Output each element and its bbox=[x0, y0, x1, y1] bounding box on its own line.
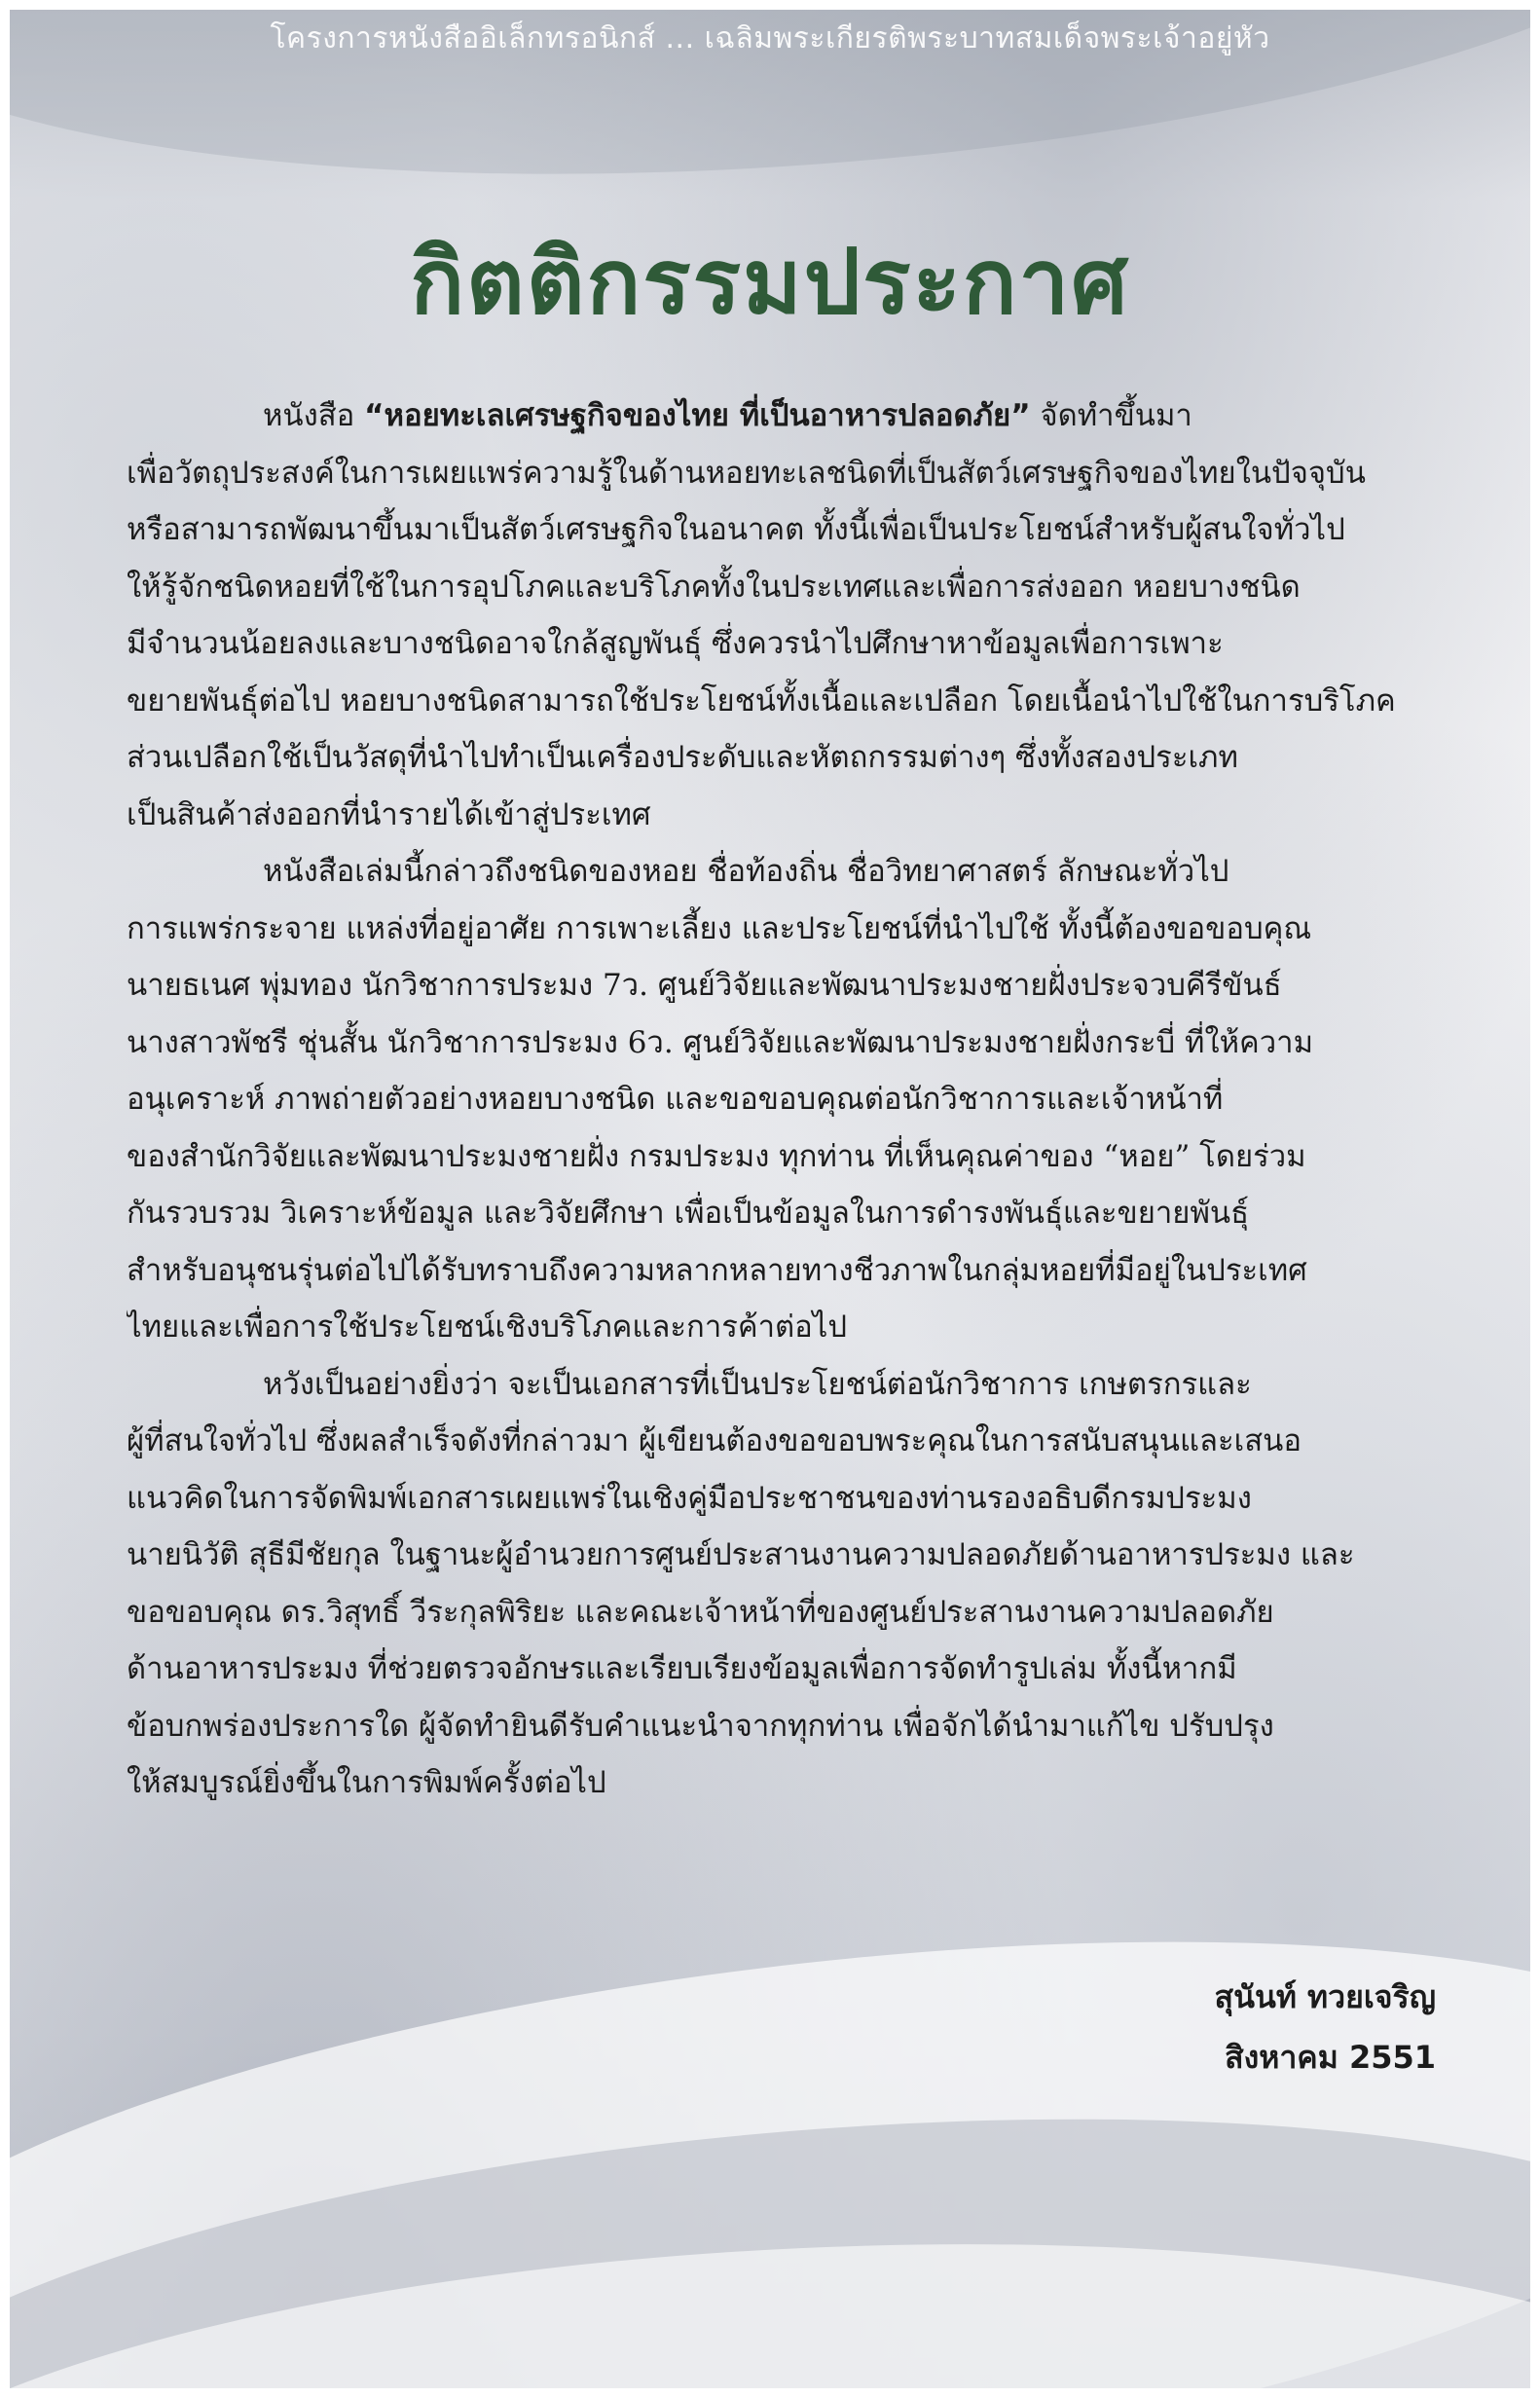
paragraph-line: ให้สมบูรณ์ยิ่งขึ้นในการพิมพ์ครั้งต่อไป bbox=[127, 1765, 606, 1800]
paragraph-line: หรือสามารถพัฒนาขึ้นมาเป็นสัตว์เศรษฐกิจในอนาคต ทั้งนี้เพื่อเป็นประโยชน์สำหรับผู้สนใจทั่วไป bbox=[127, 512, 1345, 547]
paragraph-line: สำหรับอนุชนรุ่นต่อไปได้รับทราบถึงความหลากหลายทางชีวภาพในกลุ่มหอยที่มีอยู่ในประเทศ bbox=[127, 1252, 1307, 1288]
paragraph-line: เป็นสินค้าส่งออกที่นำรายได้เข้าสู่ประเทศ bbox=[127, 796, 651, 832]
lead-word: หนังสือ bbox=[263, 398, 355, 433]
paragraph-line bbox=[127, 387, 1436, 445]
paragraph-line: ให้รู้จักชนิดหอยที่ใช้ในการอุปโภคและบริโภคทั้งในประเทศและเพื่อการส่งออก หอยบางชนิด bbox=[127, 569, 1301, 605]
lead-rest: จัดทำขึ้นมา bbox=[1040, 398, 1192, 433]
paragraph-line: แนวคิดในการจัดพิมพ์เอกสารเผยแพร่ในเชิงคู่มือประชาชนของท่านรองอธิบดีกรมประมง bbox=[127, 1480, 1252, 1516]
signature-date: สิงหาคม 2551 bbox=[1225, 2039, 1436, 2076]
paragraph-line: นายธเนศ พุ่มทอง นักวิชาการประมง 7ว. ศูนย์วิจัยและพัฒนาประมงชายฝั่งประจวบคีรีขันธ์ bbox=[127, 968, 1282, 1003]
paragraph-2 bbox=[127, 843, 1436, 1356]
page-title: กิตติกรรมประกาศ bbox=[410, 230, 1130, 334]
paragraph-line: หวังเป็นอย่างยิ่งว่า จะเป็นเอกสารที่เป็นประโยชน์ต่อนักวิชาการ เกษตรกรและ bbox=[263, 1366, 1252, 1402]
paragraph-line: การแพร่กระจาย แหล่งที่อยู่อาศัย การเพาะเลี้ยง และประโยชน์ที่นำไปใช้ ทั้งนี้ต้องขอขอบคุณ bbox=[127, 910, 1312, 946]
paragraph-line: ของสำนักวิจัยและพัฒนาประมงชายฝั่ง กรมประมง ทุกท่าน ที่เห็นคุณค่าของ “หอย” โดยร่วม bbox=[127, 1138, 1306, 1174]
paragraph-line: อนุเคราะห์ ภาพถ่ายตัวอย่างหอยบางชนิด และขอขอบคุณต่อนักวิชาการและเจ้าหน้าที่ bbox=[127, 1082, 1224, 1117]
paragraph-line: นายนิวัติ สุธีมีชัยกุล ในฐานะผู้อำนวยการศูนย์ประสานงานความปลอดภัยด้านอาหารประมง และ bbox=[127, 1537, 1355, 1572]
paragraph-line: กันรวบรวม วิเคราะห์ข้อมูล และวิจัยศึกษา เพื่อเป็นข้อมูลในการดำรงพันธุ์และขยายพันธุ์ bbox=[127, 1196, 1250, 1231]
paragraph-line: ผู้ที่สนใจทั่วไป ซึ่งผลสำเร็จดังที่กล่าวมา ผู้เขียนต้องขอขอบพระคุณในการสนับสนุนและเสนอ bbox=[127, 1423, 1302, 1458]
signature-name: สุนันท์ ทวยเจริญ bbox=[1214, 1978, 1436, 2015]
paragraph-line: ส่วนเปลือกใช้เป็นวัสดุที่นำไปทำเป็นเครื่องประดับและหัตถกรรมต่างๆ ซึ่งทั้งสองประเภท bbox=[127, 740, 1238, 775]
paragraph-line: ข้อบกพร่องประการใด ผู้จัดทำยินดีรับคำแนะนำจากทุกท่าน เพื่อจักได้นำมาแก้ไข ปรับปรุง bbox=[127, 1708, 1274, 1744]
book-title: “หอยทะเลเศรษฐกิจของไทย ที่เป็นอาหารปลอดภัย” bbox=[364, 398, 1031, 433]
paragraph-line: เพื่อวัตถุประสงค์ในการเผยแพร่ความรู้ในด้านหอยทะเลชนิดที่เป็นสัตว์เศรษฐกิจของไทยในปัจจุบัน bbox=[127, 455, 1366, 491]
body-text bbox=[127, 387, 1436, 1812]
running-header: โครงการหนังสืออิเล็กทรอนิกส์ ... เฉลิมพระเกียรติพระบาทสมเด็จพระเจ้าอยู่หัว bbox=[270, 21, 1270, 55]
paragraph-line: นางสาวพัชรี ชุ่นสั้น นักวิชาการประมง 6ว. ศูนย์วิจัยและพัฒนาประมงชายฝั่งกระบี่ ที่ให้ความ bbox=[127, 1024, 1314, 1060]
paragraph-line: หนังสือเล่มนี้กล่าวถึงชนิดของหอย ชื่อท้องถิ่น ชื่อวิทยาศาสตร์ ลักษณะทั่วไป bbox=[263, 854, 1229, 889]
paragraph-line: ด้านอาหารประมง ที่ช่วยตรวจอักษรและเรียบเรียงข้อมูลเพื่อการจัดทำรูปเล่ม ทั้งนี้หากมี bbox=[127, 1651, 1237, 1686]
paragraph-line: ขอขอบคุณ ดร.วิสุทธิ์ วีระกุลพิริยะ และคณะเจ้าหน้าที่ของศูนย์ประสานงานความปลอดภัย bbox=[127, 1594, 1274, 1630]
signature-block bbox=[1215, 1967, 1436, 2087]
paragraph-line: ขยายพันธุ์ต่อไป หอยบางชนิดสามารถใช้ประโยชน์ทั้งเนื้อและเปลือก โดยเนื้อนำไปใช้ในการบริโภค bbox=[127, 683, 1396, 719]
paragraph-3 bbox=[127, 1356, 1436, 1812]
document-page bbox=[10, 10, 1530, 2388]
paragraph-1 bbox=[127, 387, 1436, 843]
paragraph-line: มีจำนวนน้อยลงและบางชนิดอาจใกล้สูญพันธุ์ ซึ่งควรนำไปศึกษาหาข้อมูลเพื่อการเพาะ bbox=[127, 626, 1224, 661]
paragraph-line: ไทยและเพื่อการใช้ประโยชน์เชิงบริโภคและการค้าต่อไป bbox=[127, 1310, 848, 1345]
